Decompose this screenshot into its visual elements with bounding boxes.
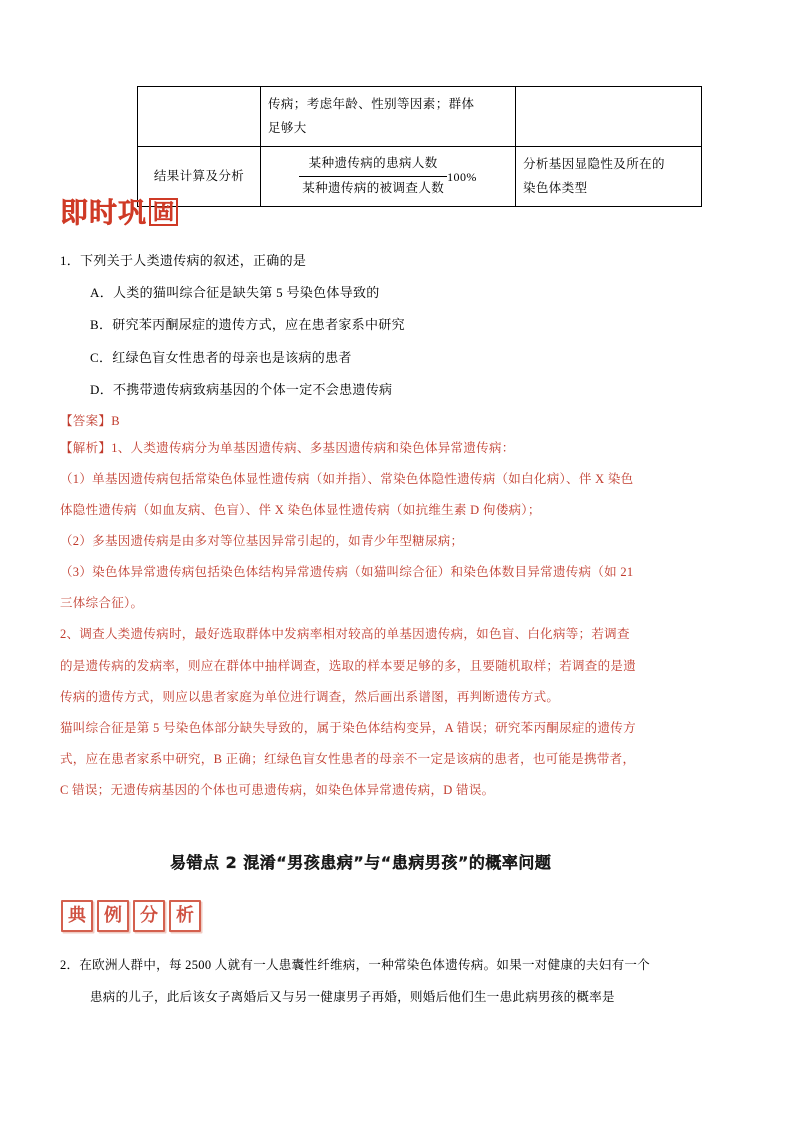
stamp-box-char-3: 分 [133,900,165,932]
question-1-option-c: C．红绿色盲女性患者的母亲也是该病的患者 [90,350,352,365]
formula-expression [268,153,508,199]
explanation-line-9: 传病的遗传方式，则应以患者家庭为单位进行调查，然后画出系谱图，再判断遗传方式。 [60,690,560,704]
explanation-line-8: 的是遗传病的发病率，则应在群体中抽样调查，选取的样本要足够的多，且要随机取样；若调查的是遗 [60,659,637,673]
stamp-char-4-boxed: 固 [149,198,178,226]
table-cell-method-label [138,87,261,147]
fraction [299,153,447,199]
percent-suffix: 100% [447,170,477,185]
stamp-char-2: 时 [89,196,118,229]
requirements-line-2: 足够大 [268,121,307,136]
explanation-line-11: 式，应在患者家系中研究，B 正确；红绿色盲女性患者的母亲不一定是该病的患者，也可能是携带者， [60,752,636,766]
table-row [138,146,702,206]
answer-label: 【答案】 [60,414,112,428]
explanation-line-12: C 错误；无遗传病基因的个体也可患遗传病，如染色体异常遗传病，D 错误。 [60,783,495,797]
explanation-line-6: 三体综合征）。 [60,596,144,610]
fraction-numerator: 某种遗传病的患病人数 [299,153,447,176]
table-cell-requirements [261,87,516,147]
table-cell-formula [261,146,516,206]
question-1-option-d: D．不携带遗传病致病基因的个体一定不会患遗传病 [90,382,393,397]
section-heading-yicuodian-2: 易错点 2 混淆“男孩患病”与“患病男孩”的概率问题 [170,853,552,872]
explanation-line-7: 2、调查人类遗传病时，最好选取群体中发病率相对较高的单基因遗传病，如色盲、白化病等；若调查 [60,627,630,641]
answer-line [60,411,120,429]
survey-table-container [137,86,665,207]
explanation-line-4: （2）多基因遗传病是由多对等位基因异常引起的，如青少年型糖尿病； [60,534,464,548]
question-1-stem: 1．下列关于人类遗传病的叙述，正确的是 [60,253,307,268]
question-1-option-a: A．人类的猫叫综合征是缺失第 5 号染色体导致的 [90,285,380,300]
table-cell-result-label: 结果计算及分析 [138,146,261,206]
survey-table [137,86,702,207]
requirements-line-1: 传病；考虑年龄、性别等因素；群体 [268,97,475,111]
question-1-option-b: B．研究苯丙酮尿症的遗传方式，应在患者家系中研究 [90,317,405,332]
stamp-box-char-1: 典 [61,900,93,932]
explanation-line-10: 猫叫综合征是第 5 号染色体部分缺失导致的，属于染色体结构变异，A 错误；研究苯丙酮尿症的遗传方 [60,721,636,735]
table-row [138,87,702,147]
question-2-line-2: 患病的儿子，此后该女子离婚后又与另一健康男子再婚，则婚后他们生一患此病男孩的概率是 [90,990,615,1004]
analysis-line-1: 分析基因显隐性及所在的 [523,156,665,171]
stamp-box-char-4: 析 [169,900,201,932]
table-cell-analysis [516,146,702,206]
explanation-line-5: （3）染色体异常遗传病包括染色体结构异常遗传病（如猫叫综合征）和染色体数目异常遗传病（如 21 [60,565,634,579]
stamp-char-3: 巩 [118,196,147,229]
explanation-line-1: 【解析】1、人类遗传病分为单基因遗传病、多基因遗传病和染色体异常遗传病： [60,441,515,455]
section-stamp-jishigonggu [60,196,178,229]
question-2-line-1: 2．在欧洲人群中，每 2500 人就有一人患囊性纤维病，一种常染色体遗传病。如果一对健康的夫妇有一个 [60,958,651,972]
answer-value: B [111,414,120,428]
analysis-line-2: 染色体类型 [523,181,588,196]
section-stamp-dianlifenxi [61,900,201,932]
explanation-line-2: （1）单基因遗传病包括常染色体显性遗传病（如并指）、常染色体隐性遗传病（如白化病）、伴 X 染色 [60,472,634,486]
explanation-line-3: 体隐性遗传病（如血友病、色盲）、伴 X 染色体显性遗传病（如抗维生素 D 佝偻病）； [60,503,541,517]
table-cell-purpose-empty [516,87,702,147]
fraction-denominator: 某种遗传病的被调查人数 [302,180,445,195]
stamp-char-1: 即 [60,196,89,229]
stamp-box-char-2: 例 [97,900,129,932]
